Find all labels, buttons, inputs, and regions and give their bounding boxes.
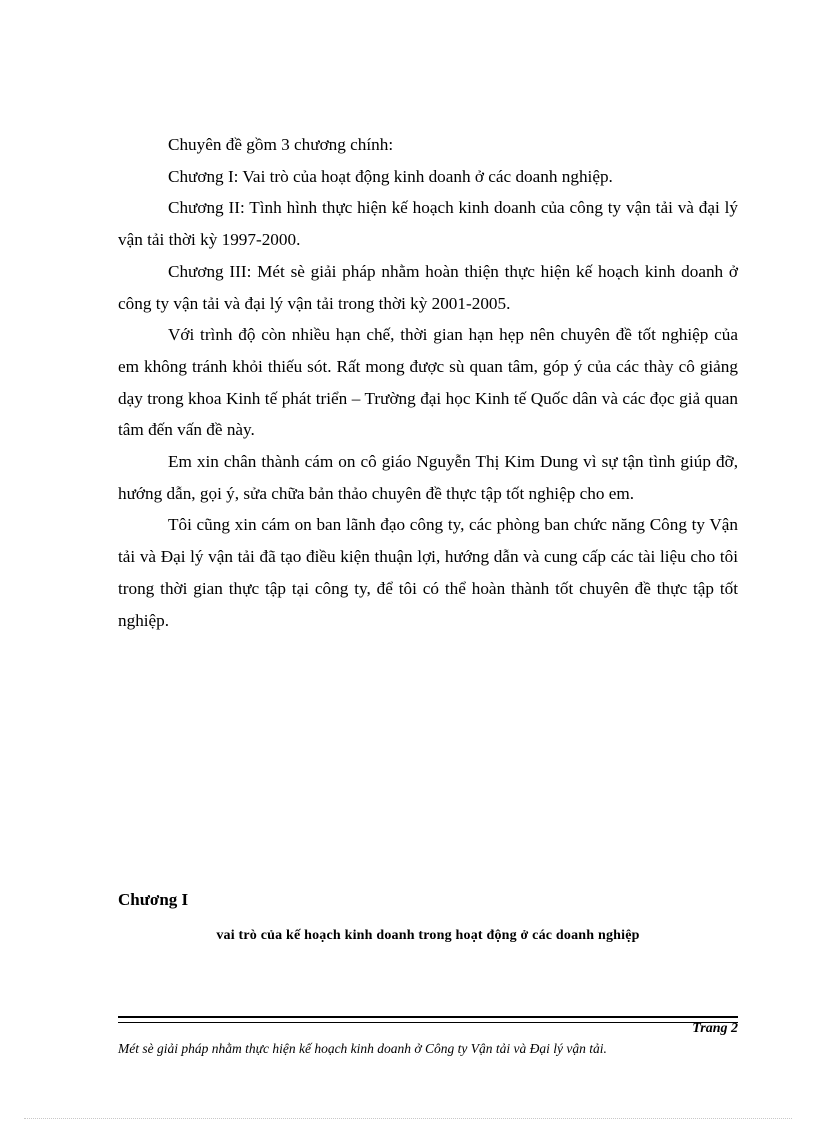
paragraph-chapters-intro: Chuyên đề gồm 3 chương chính: bbox=[168, 135, 394, 154]
paragraph-chapter-2: Chương II: Tình hình thực hiện kế hoạch kinh doanh của công ty vận tải và đại lý vận tải thời kỳ 1997-2000. bbox=[118, 198, 738, 250]
paragraph-thanks-company: Tôi cũng xin cám on ban lãnh đạo công ty, các phòng ban chức năng Công ty Vận tải và Đại lý vận tải đã tạo điều kiện thuận lợi, hướng dẫn và cung cấp các tài liệu cho tôi trong thời gian thực tập tại công ty, để tôi có thể hoàn thành tốt chuyên đề thực tập tốt nghiệp. bbox=[118, 515, 738, 630]
chapter-subtitle: vai trò của kế hoạch kinh doanh trong hoạt động ở các doanh nghiệp bbox=[216, 928, 640, 943]
paragraph-limitations: Với trình độ còn nhiều hạn chế, thời gian hạn hẹp nên chuyên đề tốt nghiệp của em không tránh khỏi thiếu sót. Rất mong được sù quan tâm, góp ý của các thày cô giảng dạy trong khoa Kinh tế phát triển – Trường đại học Kinh tế Quốc dân và các đọc giả quan tâm đến vấn đề này. bbox=[118, 325, 738, 440]
paragraph-thanks-advisor: Em xin chân thành cám on cô giáo Nguyễn Thị Kim Dung vì sự tận tình giúp đỡ, hướng dẫn, gọi ý, sửa chữa bản thảo chuyên đề thực tập tốt nghiệp cho em. bbox=[118, 452, 738, 503]
footer-document-title: Mét sè giải pháp nhằm thực hiện kế hoạch kinh doanh ở Công ty Vận tải và Đại lý vận tải. bbox=[118, 1041, 607, 1056]
footer-divider bbox=[118, 1016, 738, 1023]
paragraph-chapter-3: Chương III: Mét sè giải pháp nhằm hoàn thiện thực hiện kế hoạch kinh doanh ở công ty vận tải và đại lý vận tải trong thời kỳ 2001-2005. bbox=[118, 261, 738, 313]
chapter-heading: Chương I bbox=[118, 890, 189, 909]
body-text bbox=[118, 129, 738, 636]
page-bottom-edge bbox=[24, 1118, 792, 1119]
page-number: Trang 2 bbox=[692, 1021, 738, 1036]
paragraph-chapter-1: Chương I: Vai trò của hoạt động kinh doanh ở các doanh nghiệp. bbox=[168, 166, 613, 186]
